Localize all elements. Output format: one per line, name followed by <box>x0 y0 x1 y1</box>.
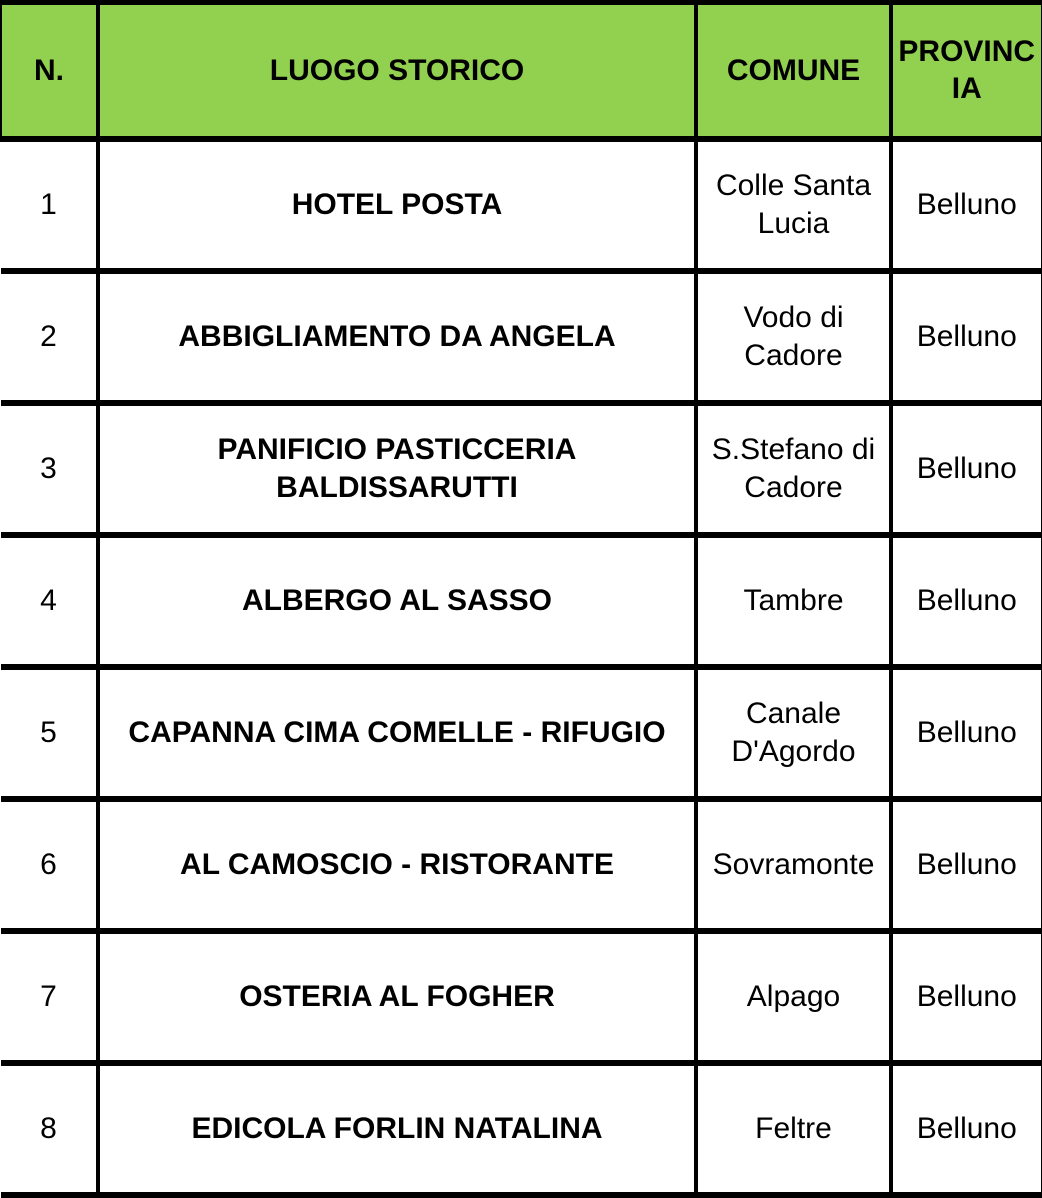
cell-number: 8 <box>1 1063 98 1195</box>
table-row <box>1 535 1042 667</box>
cell-provincia: Belluno <box>891 403 1042 535</box>
cell-luogo-storico: HOTEL POSTA <box>98 139 696 271</box>
cell-provincia: Belluno <box>891 667 1042 799</box>
cell-number: 4 <box>1 535 98 667</box>
cell-number: 7 <box>1 931 98 1063</box>
column-header-luogo-storico: LUOGO STORICO <box>98 3 696 139</box>
table-row <box>1 271 1042 403</box>
table-row <box>1 139 1042 271</box>
column-header-comune: COMUNE <box>696 3 891 139</box>
cell-provincia: Belluno <box>891 1063 1042 1195</box>
header-row <box>1 3 1042 139</box>
table-row <box>1 403 1042 535</box>
cell-provincia: Belluno <box>891 799 1042 931</box>
cell-luogo-storico: AL CAMOSCIO - RISTORANTE <box>98 799 696 931</box>
cell-luogo-storico: EDICOLA FORLIN NATALINA <box>98 1063 696 1195</box>
column-header-provincia <box>891 3 1042 139</box>
cell-number: 2 <box>1 271 98 403</box>
cell-luogo-storico: PANIFICIO PASTICCERIA BALDISSARUTTI <box>98 403 696 535</box>
cell-comune: S.Stefano di Cadore <box>696 403 891 535</box>
cell-luogo-storico: CAPANNA CIMA COMELLE - RIFUGIO <box>98 667 696 799</box>
table-row <box>1 667 1042 799</box>
cell-comune: Sovramonte <box>696 799 891 931</box>
cell-luogo-storico: OSTERIA AL FOGHER <box>98 931 696 1063</box>
cell-comune: Alpago <box>696 931 891 1063</box>
cell-number: 3 <box>1 403 98 535</box>
table-row <box>1 931 1042 1063</box>
cell-provincia: Belluno <box>891 931 1042 1063</box>
cell-luogo-storico: ABBIGLIAMENTO DA ANGELA <box>98 271 696 403</box>
cell-comune: Vodo di Cadore <box>696 271 891 403</box>
cell-number: 6 <box>1 799 98 931</box>
column-header-provincia-label: PROVINCIA <box>898 35 1036 106</box>
table-row <box>1 1063 1042 1195</box>
cell-luogo-storico: ALBERGO AL SASSO <box>98 535 696 667</box>
column-header-n: N. <box>1 3 98 139</box>
cell-provincia: Belluno <box>891 535 1042 667</box>
cell-comune: Canale D'Agordo <box>696 667 891 799</box>
cell-number: 1 <box>1 139 98 271</box>
cell-comune: Colle Santa Lucia <box>696 139 891 271</box>
cell-provincia: Belluno <box>891 139 1042 271</box>
cell-number: 5 <box>1 667 98 799</box>
cell-provincia: Belluno <box>891 271 1042 403</box>
cell-comune: Tambre <box>696 535 891 667</box>
cell-comune: Feltre <box>696 1063 891 1195</box>
table-row <box>1 799 1042 931</box>
